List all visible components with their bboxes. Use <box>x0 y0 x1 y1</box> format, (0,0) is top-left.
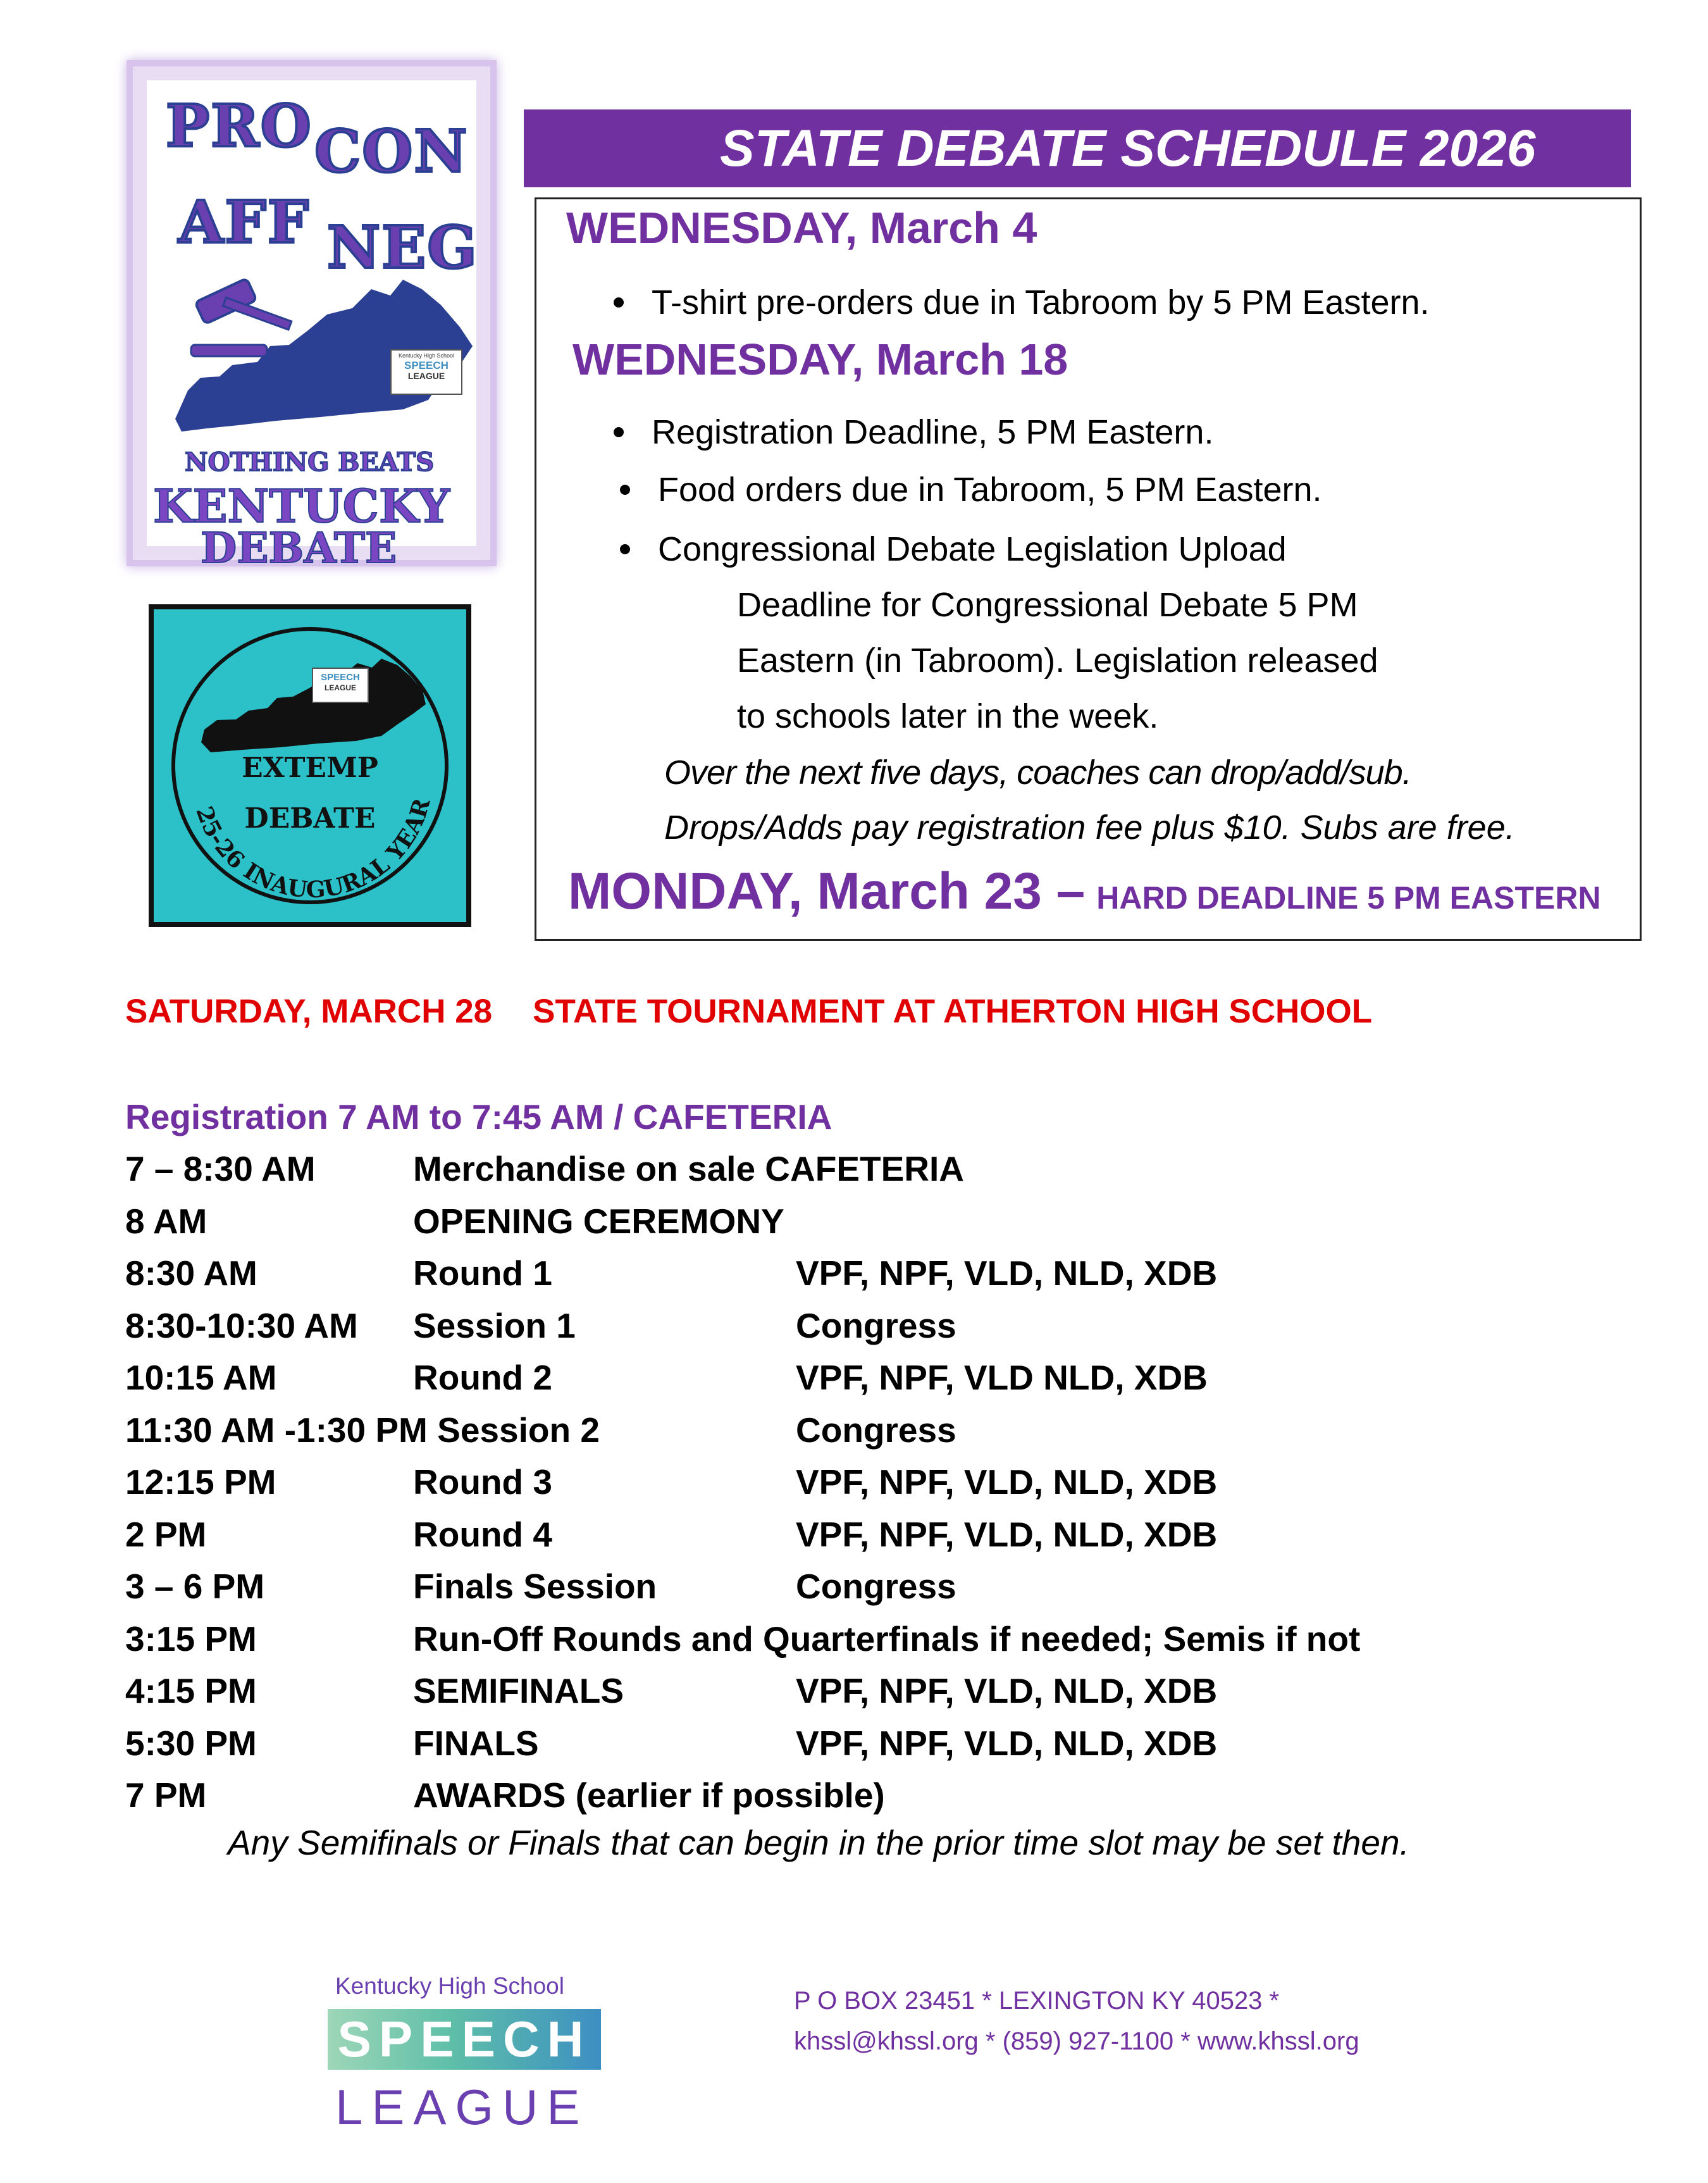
cell-divisions: Congress <box>796 1567 956 1606</box>
cell-divisions: Congress <box>796 1306 956 1345</box>
tournament-heading <box>125 992 1372 1031</box>
drop-add-note: Over the next five days, coaches can drop/add/sub. <box>664 754 1411 792</box>
cell-event: Round 1 <box>413 1253 552 1293</box>
cell-time: 2 PM <box>125 1515 207 1554</box>
list-item-continuation: Deadline for Congressional Debate 5 PM <box>737 586 1358 624</box>
svg-text:25-26 INAUGURAL YEAR: 25-26 INAUGURAL YEAR <box>190 795 436 904</box>
cell-divisions: VPF, NPF, VLD, NLD, XDB <box>796 1253 1218 1293</box>
cell-time: 8:30-10:30 AM <box>125 1306 358 1345</box>
cell-event: Round 3 <box>413 1462 552 1502</box>
footer-logo-speech: SPEECH <box>328 2009 601 2070</box>
hard-deadline-line <box>568 862 1601 921</box>
list-item-continuation: to schools later in the week. <box>737 697 1159 735</box>
cell-time: 12:15 PM <box>125 1462 276 1502</box>
cell-event: Session 1 <box>413 1306 576 1345</box>
hard-deadline-label: HARD DEADLINE 5 PM EASTERN <box>1096 880 1601 916</box>
cell-divisions: Congress <box>796 1410 956 1450</box>
speech-league-badge: SPEECH LEAGUE <box>312 668 369 703</box>
cell-time: 4:15 PM <box>125 1671 257 1710</box>
bullet-icon <box>620 485 630 495</box>
date-heading-march-23: MONDAY, March 23 – <box>568 862 1086 920</box>
inaugural-arc-text <box>154 609 466 922</box>
logo-debate: DEBATE <box>244 802 376 835</box>
page-title: STATE DEBATE SCHEDULE 2026 <box>524 109 1631 187</box>
pro-con-logo <box>127 60 497 573</box>
list-item: Registration Deadline, 5 PM Eastern. <box>614 413 1213 452</box>
cell-event: OPENING CEREMONY <box>413 1202 784 1241</box>
cell-time: 5:30 PM <box>125 1724 257 1763</box>
footer-address <box>794 1981 1359 2062</box>
logo-word-pro: PRO <box>166 92 313 160</box>
cell-time: 3:15 PM <box>125 1619 257 1658</box>
logo-word-con: CON <box>314 117 469 185</box>
cell-event: Finals Session <box>413 1567 657 1606</box>
cell-event: AWARDS (earlier if possible) <box>413 1776 885 1815</box>
list-item: Food orders due in Tabroom, 5 PM Eastern. <box>620 470 1322 509</box>
cell-divisions: VPF, NPF, VLD, NLD, XDB <box>796 1462 1218 1502</box>
bullet-icon <box>620 544 630 554</box>
tournament-date: SATURDAY, MARCH 28 <box>125 993 493 1030</box>
cell-time: 11:30 AM -1:30 PM Session 2 <box>125 1410 600 1450</box>
cell-event: Merchandise on sale CAFETERIA <box>413 1149 965 1188</box>
contact-line: khssl@khssl.org * (859) 927-1100 * www.khssl.org <box>794 2027 1359 2055</box>
registration-line: Registration 7 AM to 7:45 AM / CAFETERIA <box>125 1097 832 1136</box>
footer-logo-top: Kentucky High School <box>335 1973 564 1999</box>
speech-league-badge: Kentucky High School SPEECH LEAGUE <box>390 349 462 395</box>
bullet-icon <box>614 427 624 437</box>
cell-divisions: VPF, NPF, VLD NLD, XDB <box>796 1358 1208 1397</box>
cell-divisions: VPF, NPF, VLD, NLD, XDB <box>796 1515 1218 1554</box>
list-item: Congressional Debate Legislation Upload <box>620 530 1287 569</box>
cell-event: Round 4 <box>413 1515 552 1554</box>
bullet-icon <box>614 297 624 308</box>
cell-event: FINALS <box>413 1724 539 1763</box>
logo-extemp: EXTEMP <box>242 752 378 784</box>
semifinal-note: Any Semifinals or Finals that can begin in the prior time slot may be set then. <box>228 1823 1409 1862</box>
drop-add-fee-note: Drops/Adds pay registration fee plus $10. Subs are free. <box>664 809 1515 847</box>
cell-event: SEMIFINALS <box>413 1671 624 1710</box>
cell-time: 8 AM <box>125 1202 207 1241</box>
logo-debate: DEBATE <box>201 523 397 573</box>
logo-kentucky: KENTUCKY <box>153 479 450 533</box>
tournament-title: STATE TOURNAMENT AT ATHERTON HIGH SCHOOL <box>533 993 1373 1030</box>
gavel-icon <box>185 270 305 365</box>
cell-event: Round 2 <box>413 1358 552 1397</box>
cell-divisions: VPF, NPF, VLD, NLD, XDB <box>796 1724 1218 1763</box>
cell-time: 7 PM <box>125 1776 207 1815</box>
cell-time: 8:30 AM <box>125 1253 257 1293</box>
list-item: T-shirt pre-orders due in Tabroom by 5 PM Eastern. <box>614 283 1430 322</box>
cell-time: 3 – 6 PM <box>125 1567 265 1606</box>
logo-word-aff: AFF <box>178 188 311 256</box>
extemp-debate-logo <box>149 604 471 927</box>
logo-nothing-beats: NOTHING BEATS <box>185 447 435 477</box>
date-heading-march-4: WEDNESDAY, March 4 <box>566 203 1037 252</box>
date-heading-march-18: WEDNESDAY, March 18 <box>572 335 1068 384</box>
address-line: P O BOX 23451 * LEXINGTON KY 40523 * <box>794 1987 1280 2015</box>
logo-word-neg: NEG <box>327 213 478 282</box>
list-item-continuation: Eastern (in Tabroom). Legislation released <box>737 642 1378 680</box>
cell-time: 7 – 8:30 AM <box>125 1149 316 1188</box>
cell-event: Run-Off Rounds and Quarterfinals if needed; Semis if not <box>413 1619 1361 1658</box>
cell-time: 10:15 AM <box>125 1358 277 1397</box>
footer-logo-league: LEAGUE <box>335 2079 589 2135</box>
cell-divisions: VPF, NPF, VLD, NLD, XDB <box>796 1671 1218 1710</box>
